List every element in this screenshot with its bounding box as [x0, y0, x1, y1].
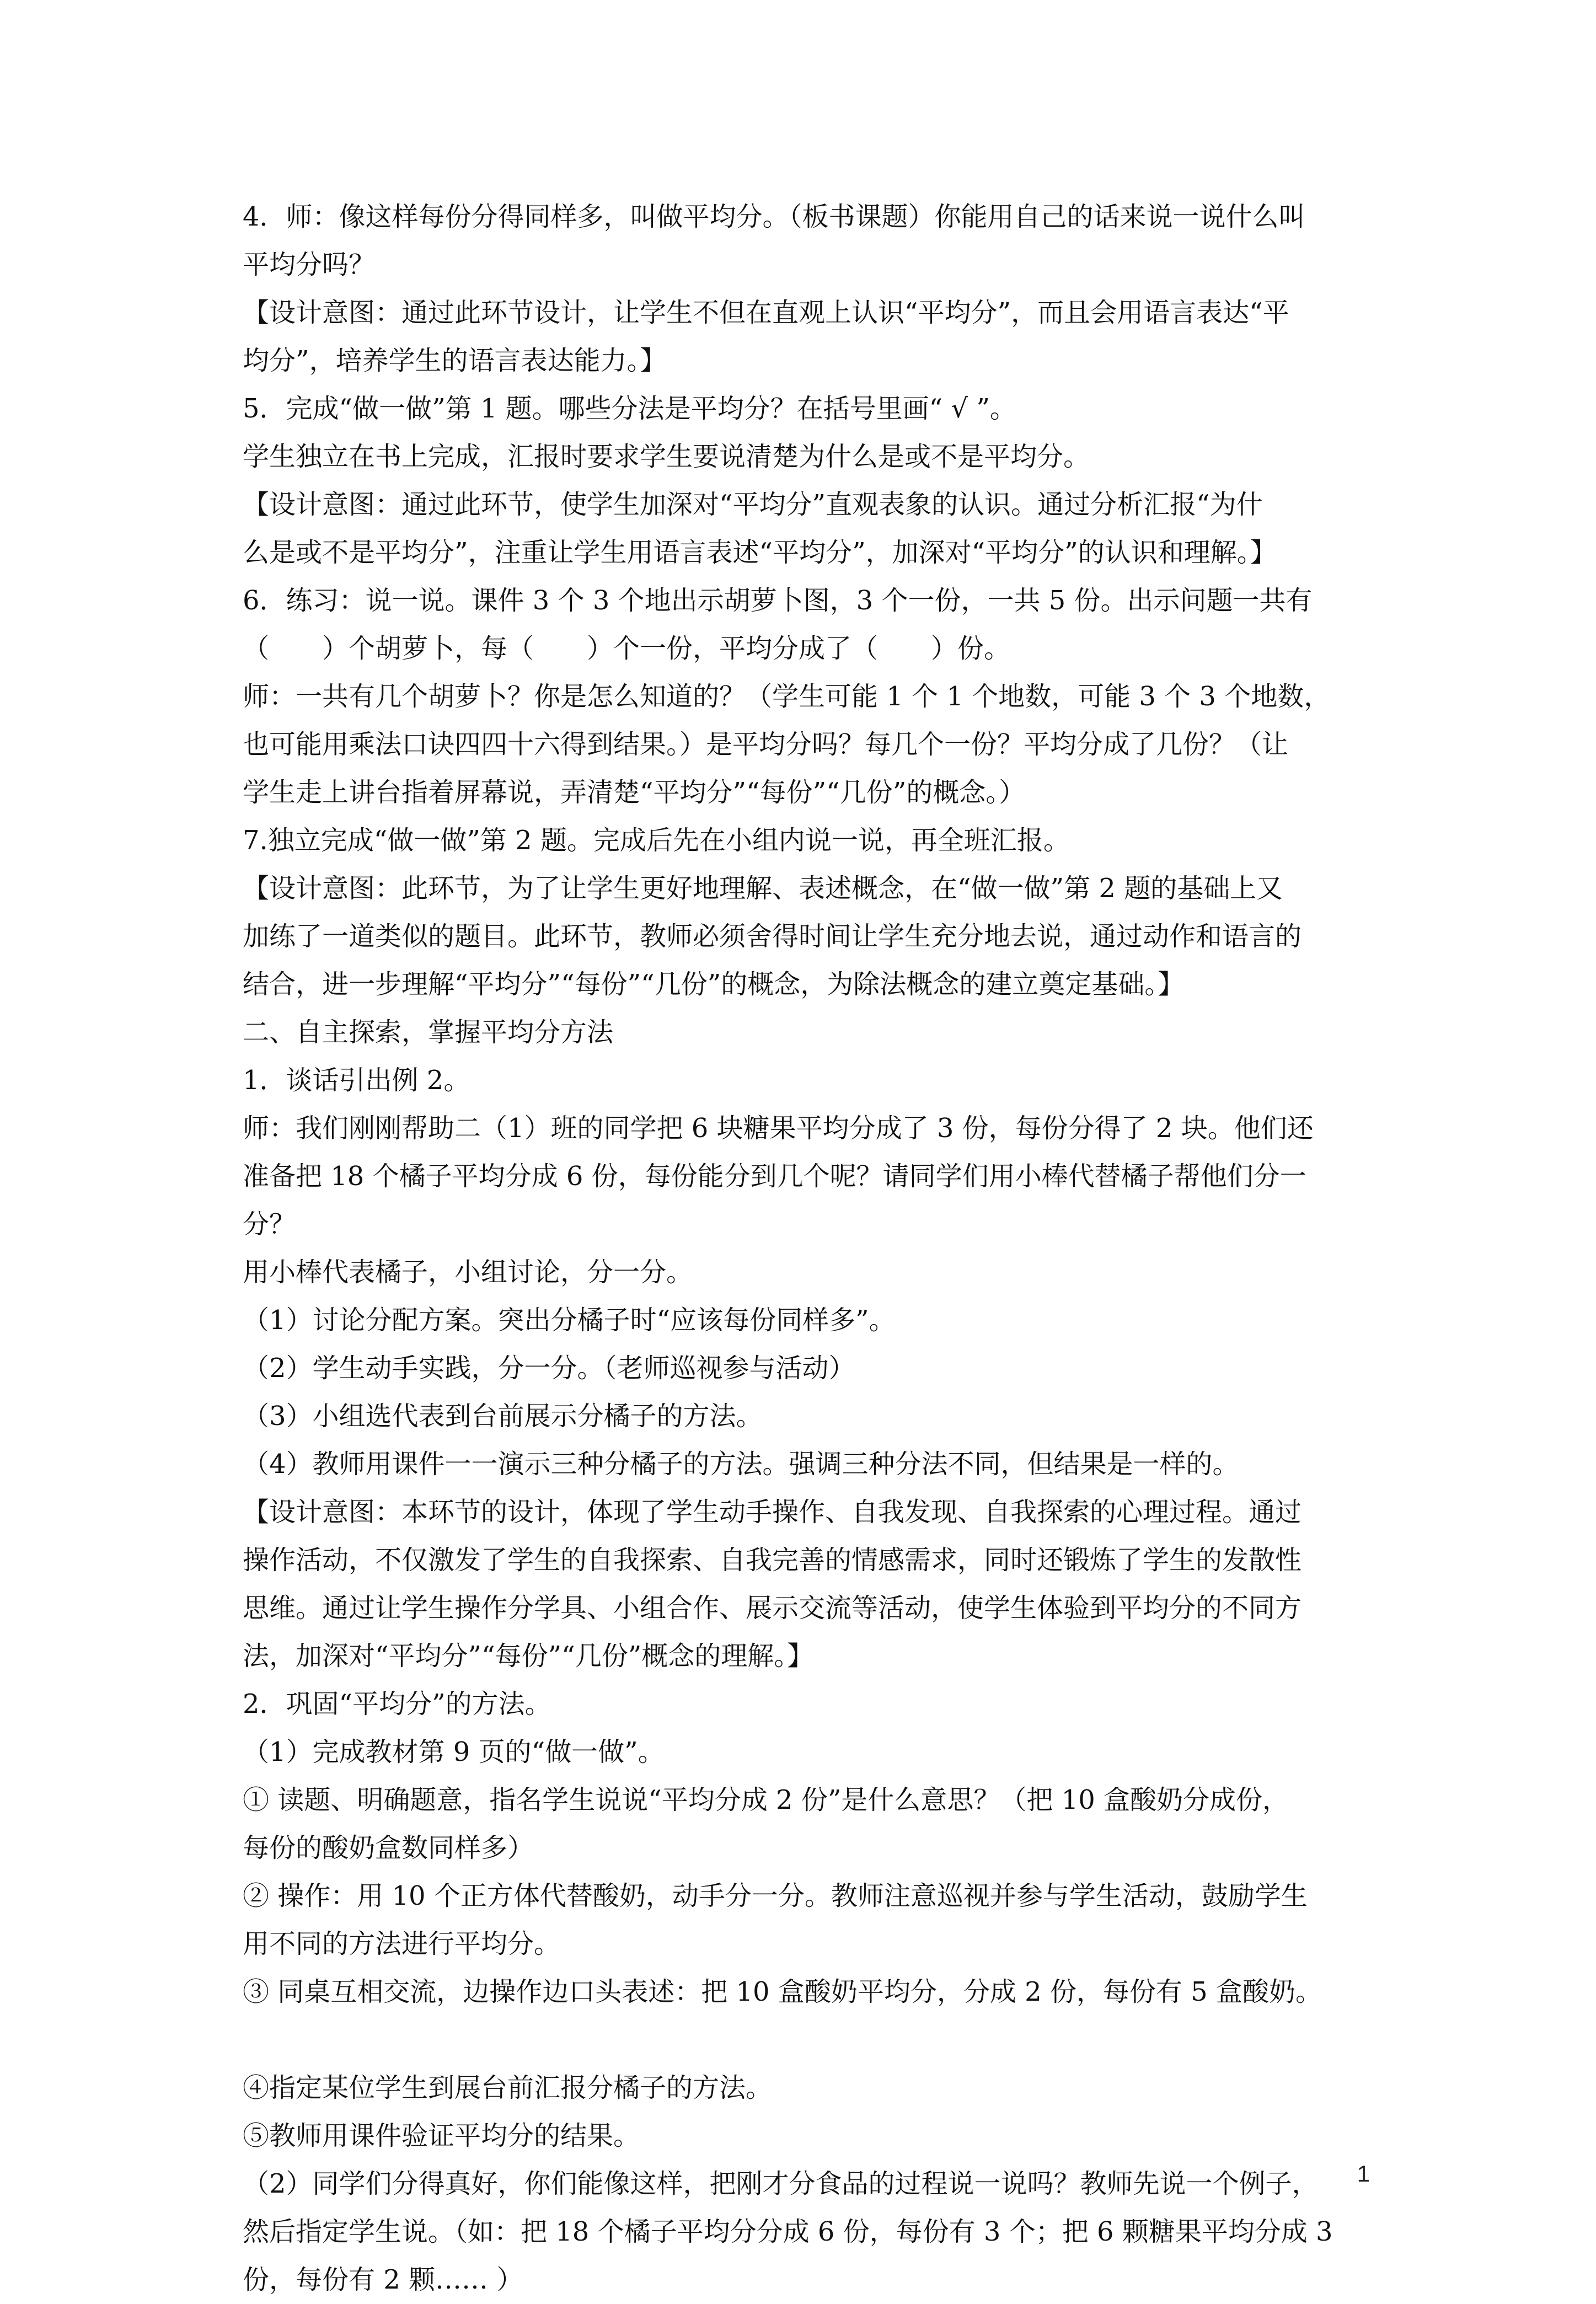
document-body — [243, 193, 1368, 2304]
page-number: 1 — [1357, 2161, 1370, 2187]
text-line: 7.独立完成“做一做”第 2 题。完成后先在小组内说一说，再全班汇报。 — [243, 825, 1070, 856]
text-line: （1）完成教材第 9 页的“做一做”。 — [243, 1737, 665, 1767]
text-line: 也可能用乘法口诀四四十六得到结果。）是平均分吗？每几个一份？平均分成了几份？（让 — [243, 729, 1289, 760]
text-line: 准备把 18 个橘子平均分成 6 份，每份能分到几个呢？请同学们用小棒代替橘子帮他们分一 — [243, 1161, 1306, 1192]
text-line: 6．练习：说一说。课件 3 个 3 个地出示胡萝卜图，3 个一份，一共 5 份。出示问题一共有 — [243, 585, 1313, 616]
text-line: 学生走上讲台指着屏幕说，弄清楚“平均分”“每份”“几份”的概念。） — [243, 777, 1026, 808]
design-intent-note: 【设计意图：本环节的设计，体现了学生动手操作、自我发现、自我探索的心理过程。通过 — [243, 1497, 1302, 1528]
text-line: 师：我们刚刚帮助二（1）班的同学把 6 块糖果平均分成了 3 份，每份分得了 2 块。他们还 — [243, 1113, 1314, 1144]
text-line: 师：一共有几个胡萝卜？你是怎么知道的？（学生可能 1 个 1 个地数，可能 3 个 3 个地数， — [243, 681, 1331, 712]
text-line: 平均分吗？ — [243, 249, 376, 280]
design-intent-note: 思维。通过让学生操作分学具、小组合作、展示交流等活动，使学生体验到平均分的不同方 — [243, 1593, 1302, 1623]
text-line: 2．巩固“平均分”的方法。 — [243, 1689, 551, 1719]
design-intent-note: 加练了一道类似的题目。此环节，教师必须舍得时间让学生充分地去说，通过动作和语言的 — [243, 921, 1302, 952]
text-line: （1）讨论分配方案。突出分橘子时“应该每份同样多”。 — [243, 1305, 896, 1336]
section-heading: 二、自主探索，掌握平均分方法 — [243, 1017, 614, 1048]
text-line: （2）同学们分得真好，你们能像这样，把刚才分食品的过程说一说吗？教师先说一个例子， — [243, 2168, 1319, 2199]
text-line: 用不同的方法进行平均分。 — [243, 1928, 561, 1959]
text-line: （2）学生动手实践，分一分。（老师巡视参与活动） — [243, 1353, 855, 1384]
design-intent-note: 均分”，培养学生的语言表达能力。】 — [243, 345, 667, 376]
text-line: （4）教师用课件一一演示三种分橘子的方法。强调三种分法不同，但结果是一样的。 — [243, 1449, 1239, 1480]
text-line: ⑤教师用课件验证平均分的结果。 — [243, 2120, 640, 2151]
text-line: 然后指定学生说。（如：把 18 个橘子平均分分成 6 份，每份有 3 个；把 6 颗糖果平均分成 3 — [243, 2216, 1333, 2247]
text-line: ④指定某位学生到展台前汇报分橘子的方法。 — [243, 2072, 773, 2103]
design-intent-note: 法，加深对“平均分”“每份”“几份”概念的理解。】 — [243, 1641, 814, 1671]
text-line: 份，每份有 2 颗…… ） — [243, 2264, 523, 2295]
text-line: ① 读题、明确题意，指名学生说说“平均分成 2 份”是什么意思？（把 10 盒酸奶分成份， — [243, 1785, 1289, 1815]
text-line: 用小棒代表橘子，小组讨论，分一分。 — [243, 1257, 693, 1288]
design-intent-note: 结合，进一步理解“平均分”“每份”“几份”的概念，为除法概念的建立奠定基础。】 — [243, 969, 1185, 1000]
text-line: 1．谈话引出例 2。 — [243, 1065, 470, 1096]
text-line: （3）小组选代表到台前展示分橘子的方法。 — [243, 1401, 763, 1432]
design-intent-note: 【设计意图：通过此环节，使学生加深对“平均分”直观表象的认识。通过分析汇报“为什 — [243, 489, 1263, 520]
text-line: 4．师：像这样每份分得同样多，叫做平均分。（板书课题）你能用自己的话来说一说什么叫 — [243, 201, 1305, 232]
text-line: 学生独立在书上完成，汇报时要求学生要说清楚为什么是或不是平均分。 — [243, 441, 1090, 472]
text-line: 5．完成“做一做”第 1 题。哪些分法是平均分？在括号里画“ √ ”。 — [243, 393, 1016, 424]
design-intent-note: 【设计意图：通过此环节设计，让学生不但在直观上认识“平均分”，而且会用语言表达“平 — [243, 297, 1289, 328]
design-intent-note: 操作活动，不仅激发了学生的自我探索、自我完善的情感需求，同时还锻炼了学生的发散性 — [243, 1545, 1302, 1576]
design-intent-note: 么是或不是平均分”，注重让学生用语言表述“平均分”，加深对“平均分”的认识和理解。】 — [243, 537, 1277, 568]
text-line: 每份的酸奶盒数同样多） — [243, 1833, 534, 1863]
text-line: 分？ — [243, 1209, 296, 1240]
design-intent-note: 【设计意图：此环节，为了让学生更好地理解、表述概念，在“做一做”第 2 题的基础上又 — [243, 873, 1283, 904]
text-line: ② 操作：用 10 个正方体代替酸奶，动手分一分。教师注意巡视并参与学生活动，鼓励学生 — [243, 1880, 1308, 1911]
text-line: ③ 同桌互相交流，边操作边口头表述：把 10 盒酸奶平均分，分成 2 份，每份有 5 盒酸奶。 — [243, 1976, 1322, 2007]
text-line: （ ）个胡萝卜，每（ ）个一份，平均分成了（ ）份。 — [243, 633, 1011, 664]
